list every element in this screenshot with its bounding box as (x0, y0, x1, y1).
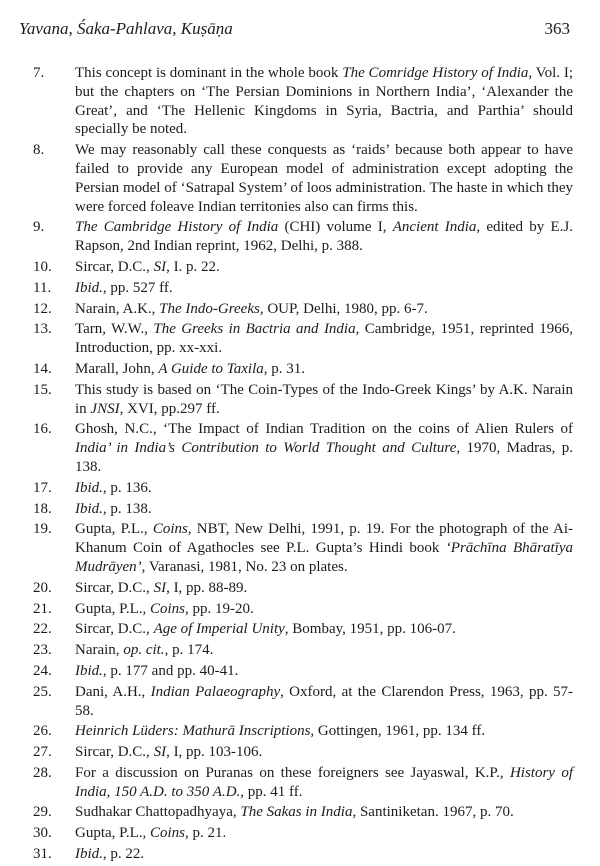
endnote-text (75, 360, 573, 379)
endnote-text-segment: , pp. 41 ff. (240, 783, 303, 800)
endnote-item (33, 141, 573, 216)
endnote-number: 30. (33, 825, 52, 842)
endnote-text (75, 722, 573, 741)
endnote-text-segment: , p. 138. (102, 500, 152, 517)
endnote-text-segment: Gupta, P.L., (75, 600, 150, 617)
endnote-text-segment: , p. 21. (185, 825, 227, 842)
endnote-text (75, 479, 573, 498)
endnote-item (33, 381, 573, 419)
endnote-italic-segment: Coins (150, 825, 186, 842)
endnote-italic-segment: Heinrich Lüders: Mathurā Inscriptions (75, 723, 311, 740)
endnote-text (75, 381, 573, 419)
endnote-item (33, 479, 573, 498)
endnote-number: 7. (33, 65, 45, 81)
endnote-text-segment: , p. 22. (102, 846, 145, 863)
endnote-text-segment: , Vol. I; but the chapters on ‘The Persian Dominions in Northern India’, ‘Alexander the Great’, and ‘The Hellenic Kingdoms in Syria, Bactria, and Parthia’ should specially be noted. (75, 65, 573, 138)
endnote-italic-segment: Age of Imperial Unity (153, 621, 285, 638)
endnote-italic-segment: JNSI (90, 400, 120, 417)
endnote-text (75, 579, 573, 598)
endnote-italic-segment: A Guide to Taxila (158, 360, 264, 377)
endnote-item (33, 683, 573, 721)
endnote-item (33, 620, 573, 639)
endnote-item (33, 641, 573, 660)
endnote-text-segment: , pp. 19-20. (185, 600, 254, 617)
endnote-text (75, 764, 573, 802)
endnote-italic-segment: SI (153, 579, 167, 596)
endnote-number: 25. (33, 683, 52, 700)
endnote-italic-segment: The Comridge History of India (342, 65, 529, 81)
endnote-italic-segment: Coins (152, 521, 188, 538)
endnote-italic-segment: Ibid. (75, 279, 103, 296)
endnote-text-segment: We may reasonably call these conquests as ‘raids’ because both appear to have failed to provide any European model of administration except adopting the Persian model of ‘Satrapal System’ of loos administration. The haste in which they were forced foleave Indian territonies also can firms this. (75, 142, 573, 215)
endnote-text (75, 141, 573, 216)
endnote-italic-segment: The Greeks in Bactria and India (153, 321, 356, 338)
endnote-text (75, 320, 573, 358)
endnote-number: 27. (33, 744, 52, 761)
endnote-number: 13. (33, 321, 52, 338)
endnote-text-segment: Narain, (75, 642, 124, 659)
endnote-item (33, 420, 573, 476)
endnote-number: 8. (33, 142, 45, 159)
endnote-text-segment: This concept is dominant in the whole book (75, 65, 343, 81)
endnote-text-segment: , Varanasi, 1981, No. 23 on plates. (141, 558, 348, 575)
endnote-text (75, 743, 573, 762)
endnote-italic-segment: ‘Prāchīna Bhāratīya Mudrāyen’ (75, 540, 573, 575)
endnote-italic-segment: Coins (150, 600, 186, 617)
endnote-number: 24. (33, 662, 52, 679)
endnote-number: 29. (33, 804, 52, 821)
endnote-item (33, 258, 573, 277)
endnote-italic-segment: India’ in India’s Contribution to World Thought and Culture (75, 440, 457, 457)
endnote-text-segment: Tarn, W.W., (75, 321, 154, 338)
running-head: Yavana, Śaka-Pahlava, Kuṣāṇa (19, 19, 233, 38)
endnote-text-segment: Sircar, D.C., (75, 258, 154, 275)
endnote-item (33, 824, 573, 843)
endnote-text (75, 300, 573, 319)
endnote-number: 12. (33, 300, 52, 317)
endnote-text (75, 600, 573, 619)
endnote-item (33, 300, 573, 319)
endnote-number: 15. (33, 381, 52, 398)
endnote-text (75, 845, 573, 864)
endnote-text (75, 64, 573, 139)
endnote-text-segment: , p. 31. (263, 360, 306, 377)
endnote-text (75, 683, 573, 721)
endnote-item (33, 64, 573, 139)
endnote-item (33, 500, 573, 519)
endnote-text-segment: , p. 174. (164, 642, 214, 659)
endnote-number: 26. (33, 723, 52, 740)
endnote-item (33, 360, 573, 379)
endnote-number: 28. (33, 764, 52, 781)
endnote-text (75, 520, 573, 576)
endnote-number: 21. (33, 600, 52, 617)
endnote-item (33, 520, 573, 576)
endnote-text-segment: , I. p. 22. (166, 258, 220, 275)
endnote-text-segment: , 1970, Madras, p. 138. (75, 440, 573, 475)
endnote-text (75, 279, 573, 298)
endnote-text-segment: , Bombay, 1951, pp. 106-07. (284, 621, 456, 638)
endnote-italic-segment: History of India, 150 A.D. to 350 A.D. (75, 764, 574, 800)
endnote-text (75, 824, 573, 843)
endnotes-list (33, 64, 573, 866)
endnote-text-segment: Gupta, P.L., (75, 521, 153, 538)
endnote-item (33, 218, 573, 256)
endnote-item (33, 764, 573, 802)
endnote-text (75, 620, 573, 639)
endnote-text-segment: , Oxford, at the Clarendon Press, 1963, pp. 57-58. (75, 683, 574, 719)
endnote-text (75, 662, 573, 681)
endnote-text-segment: , OUP, Delhi, 1980, pp. 6-7. (259, 300, 428, 317)
endnote-text-segment: , p. 177 and pp. 40-41. (102, 662, 239, 679)
endnote-text-segment: , I, pp. 103-106. (166, 744, 263, 761)
endnote-text-segment: This study is based on ‘The Coin-Types of the Indo-Greek Kings’ by A.K. Narain in (75, 381, 573, 417)
endnote-text-segment: , XVI, pp.297 ff. (119, 400, 220, 417)
endnote-text-segment: Narain, A.K., (75, 300, 160, 317)
endnote-text (75, 500, 573, 519)
endnote-number: 14. (33, 360, 52, 377)
endnote-text-segment: Sircar, D.C., (75, 621, 154, 638)
endnote-text-segment: Sudhakar Chattopadhyaya, (75, 804, 241, 821)
endnote-text (75, 641, 573, 660)
endnote-italic-segment: SI (153, 744, 167, 761)
endnote-text-segment: , Gottingen, 1961, pp. 134 ff. (310, 723, 486, 740)
endnote-italic-segment: The Indo-Greeks (159, 300, 260, 317)
endnote-text-segment: For a discussion on Puranas on these foreigners see Jayaswal, K.P., (75, 764, 510, 781)
endnote-italic-segment: SI (153, 258, 167, 275)
endnote-text-segment: Marall, John, (75, 360, 159, 377)
endnote-italic-segment: Ancient India (392, 219, 477, 236)
endnote-item (33, 662, 573, 681)
endnote-number: 11. (33, 279, 52, 296)
endnote-item (33, 743, 573, 762)
endnote-italic-segment: Ibid. (75, 662, 103, 679)
endnote-number: 22. (33, 621, 52, 638)
endnote-italic-segment: Ibid. (75, 500, 103, 517)
endnote-text-segment: , Cambridge, 1951, reprinted 1966, Introduction, pp. xx-xxi. (75, 321, 573, 357)
endnote-item (33, 320, 573, 358)
endnote-text-segment: Gupta, P.L., (75, 825, 150, 842)
endnote-item (33, 722, 573, 741)
endnote-text-segment: , I, pp. 88-89. (166, 579, 248, 596)
endnote-italic-segment: The Cambridge History of India (75, 219, 279, 236)
endnote-text-segment: (CHI) volume I, (278, 219, 393, 236)
endnote-number: 20. (33, 579, 52, 596)
endnote-text (75, 420, 573, 476)
endnote-number: 19. (33, 521, 52, 538)
endnote-text-segment: , NBT, New Delhi, 1991, p. 19. For the photograph of the Ai-Khanum Coin of Agathocles see P.L. Gupta’s Hindi book (75, 521, 573, 557)
endnote-number: 9. (33, 219, 45, 236)
endnote-italic-segment: op. cit. (123, 642, 165, 659)
page-number: 363 (544, 19, 570, 38)
endnote-text-segment: , edited by E.J. Rapson, 2nd Indian reprint, 1962, Delhi, p. 388. (75, 219, 573, 255)
endnote-text-segment: Sircar, D.C., (75, 744, 154, 761)
endnote-number: 23. (33, 642, 52, 659)
endnote-italic-segment: Ibid. (75, 479, 103, 496)
endnote-number: 31. (33, 846, 52, 863)
endnote-italic-segment: Ibid. (75, 846, 103, 863)
page-header (19, 19, 570, 45)
endnote-text-segment: , pp. 527 ff. (102, 279, 173, 296)
endnote-text-segment: , p. 136. (102, 479, 152, 496)
endnote-text-segment: , Santiniketan. 1967, p. 70. (352, 804, 514, 821)
endnote-item (33, 600, 573, 619)
endnote-number: 18. (33, 500, 52, 517)
endnote-text (75, 258, 573, 277)
endnote-italic-segment: The Sakas in India (240, 804, 353, 821)
endnote-text-segment: Dani, A.H., (75, 683, 151, 700)
endnote-number: 10. (33, 258, 52, 275)
endnote-text (75, 218, 573, 256)
endnote-item (33, 279, 573, 298)
endnote-text (75, 803, 573, 822)
endnote-text-segment: Sircar, D.C., (75, 579, 154, 596)
endnote-italic-segment: Indian Palaeography (150, 683, 281, 700)
endnote-item (33, 845, 573, 864)
endnote-item (33, 803, 573, 822)
endnote-text-segment: Ghosh, N.C., ‘The Impact of Indian Tradition on the coins of Alien Rulers of (75, 421, 573, 438)
endnote-item (33, 579, 573, 598)
endnote-number: 17. (33, 479, 52, 496)
endnote-number: 16. (33, 421, 52, 438)
